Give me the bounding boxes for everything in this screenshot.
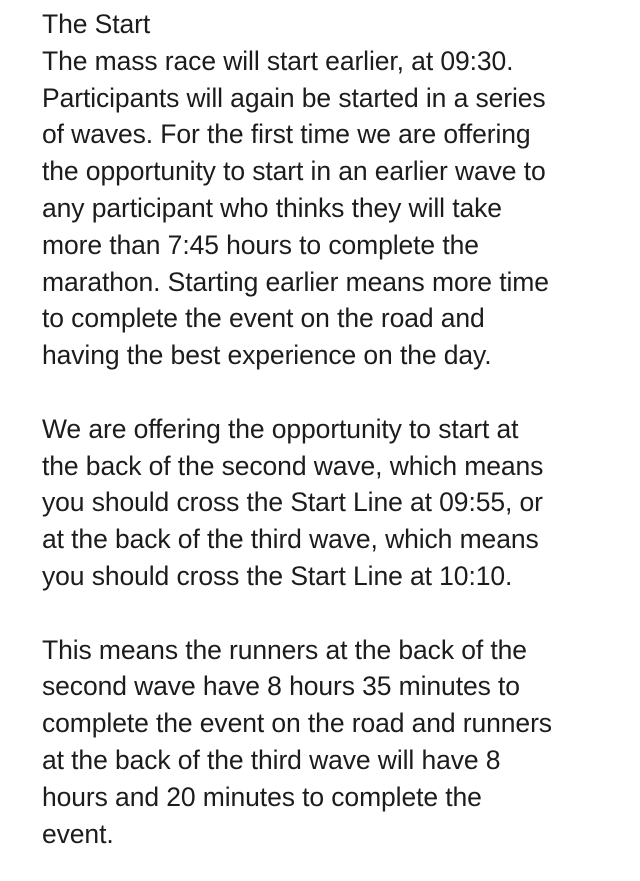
paragraph-wave-options: [42, 411, 632, 595]
text-line: more than 7:45 hours to complete the: [42, 229, 479, 260]
paragraph-start-time: [42, 43, 632, 374]
text-line: at the back of the third wave, which means: [42, 524, 539, 555]
text-line: you should cross the Start Line at 10:10.: [42, 560, 513, 591]
text-line: having the best experience on the day.: [42, 340, 492, 371]
text-line: hours and 20 minutes to complete the: [42, 781, 482, 812]
text-line: marathon. Starting earlier means more time: [42, 266, 549, 297]
text-line: complete the event on the road and runners: [42, 708, 552, 739]
text-line: The mass race will start earlier, at 09:30.: [42, 45, 514, 76]
section-title: The Start: [42, 9, 151, 39]
text-line: We are offering the opportunity to start at: [42, 413, 519, 444]
text-line: Participants will again be started in a series: [42, 82, 546, 113]
text-line: any participant who thinks they will take: [42, 192, 502, 223]
text-line: second wave have 8 hours 35 minutes to: [42, 671, 520, 702]
text-line: of waves. For the first time we are offering: [42, 119, 531, 150]
text-line: the opportunity to start in an earlier wave to: [42, 156, 546, 187]
text-line: to complete the event on the road and: [42, 303, 485, 334]
text-line: This means the runners at the back of the: [42, 634, 527, 665]
document-body: [42, 6, 632, 852]
paragraph-time-allowance: [42, 632, 632, 853]
text-line: at the back of the third wave will have 8: [42, 744, 501, 775]
text-line: event.: [42, 818, 114, 849]
text-line: you should cross the Start Line at 09:55, or: [42, 487, 543, 518]
text-line: the back of the second wave, which means: [42, 450, 544, 481]
